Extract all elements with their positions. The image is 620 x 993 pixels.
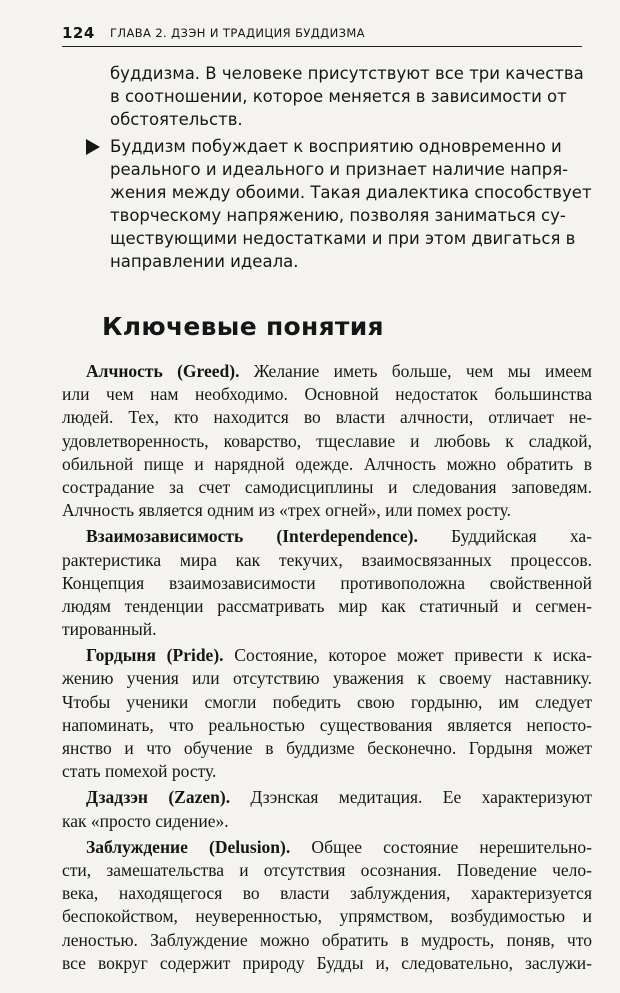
text-line: века, находящегося во власти заблуждения, характеризуется (62, 883, 592, 904)
text-line: людей. Тех, кто находится во власти алчности, отличает не- (62, 407, 592, 428)
text-line: удовлетворенность, коварство, тщеславие и любовь к сладкой, (62, 430, 592, 451)
entry-first-line (62, 786, 592, 809)
text-line: рактеристика мира как текучих, взаимосвязанных процессов. (62, 549, 592, 570)
entry-text: Состояние, которое может привести к иска- (223, 645, 593, 666)
glossary-entry-interdependence (62, 525, 592, 641)
text-line: творческому напряжению, позволяя заниматься су- (110, 206, 566, 225)
running-head (62, 22, 582, 47)
text-line: беспокойством, неуверенностью, упрямством, возбудимостью и (62, 906, 592, 927)
text-line: леностью. Заблуждение можно обратить в мудрость, поняв, что (62, 929, 592, 950)
text-line: Алчность является одним из «трех огней», или помех росту. (62, 500, 511, 521)
text-line: обстоятельств. (110, 110, 243, 129)
text-line: обильной пище и нарядной одежде. Алчность можно обратить в (62, 453, 592, 474)
bullet-arrow-icon (86, 139, 100, 155)
entry-term: Заблуждение (Delusion). (86, 836, 291, 857)
page-number: 124 (62, 24, 95, 42)
glossary (62, 360, 592, 975)
text-line: как «просто сидение». (62, 810, 229, 831)
chapter-title: ГЛАВА 2. ДЗЭН И ТРАДИЦИЯ БУДДИЗМА (110, 26, 365, 40)
text-line: сострадание за счет самодисциплины и следования заповедям. (62, 476, 592, 497)
text-line: жению учения или отсутствию уважения к своему наставнику. (62, 668, 592, 689)
entry-text: Дзэнская медитация. Ее характеризуют (230, 787, 592, 808)
text-line: Концепция взаимозависимости противоположна свойственной (62, 572, 592, 593)
entry-first-line (62, 644, 592, 667)
entry-text: Желание иметь больше, чем мы имеем (239, 361, 592, 381)
glossary-entry-pride (62, 644, 592, 783)
entry-term: Взаимозависимость (Interdependence). (86, 526, 418, 547)
text-line: янство и что обучение в буддизме бесконечно. Гордыня может (62, 738, 592, 758)
text-line: Чтобы ученики смогли победить свою гордыню, им следует (62, 691, 592, 712)
entry-first-line (62, 360, 592, 383)
glossary-entry-delusion (62, 836, 592, 975)
continuation-paragraph (110, 62, 588, 131)
text-line: все вокруг содержит природу Будды и, следовательно, заслужи- (62, 952, 592, 973)
text-line: буддизма. В человеке присутствуют все три качества (110, 64, 584, 83)
text-line: или чем нам необходимо. Основной недостаток большинства (62, 384, 592, 405)
entry-text: Общее состояние нерешительно- (290, 836, 592, 857)
bullet-paragraph (110, 135, 592, 273)
entry-term: Алчность (Greed). (86, 361, 240, 381)
entry-term: Гордыня (Pride). (86, 645, 224, 666)
text-line: стать помехой росту. (62, 761, 217, 782)
text-line: жения между обоими. Такая диалектика способствует (110, 183, 592, 202)
entry-term: Дзадзэн (Zazen). (86, 787, 231, 808)
text-line: направлении идеала. (110, 252, 299, 271)
section-heading: Ключевые понятия (102, 312, 384, 341)
text-line: людям тенденции рассматривать мир как статичный и сегмен- (62, 595, 592, 616)
text-line: в соотношении, которое меняется в зависимости от (110, 87, 567, 106)
text-line: напоминать, что реальностью существования является непосто- (62, 714, 592, 735)
text-line: Буддизм побуждает к восприятию одновременно и (110, 137, 562, 156)
entry-first-line (62, 525, 592, 548)
glossary-entry-greed (62, 360, 592, 522)
entry-first-line (62, 836, 592, 859)
text-line: сти, замешательства и отсутствия осознания. Поведение чело- (62, 859, 592, 880)
glossary-entry-zazen (62, 786, 592, 832)
text-line: ществующими недостатками и при этом двигаться в (110, 229, 576, 248)
entry-text: Буддийская ха- (417, 526, 593, 547)
text-line: реального и идеального и признает наличие напря- (110, 160, 569, 179)
text-line: тированный. (62, 619, 157, 640)
